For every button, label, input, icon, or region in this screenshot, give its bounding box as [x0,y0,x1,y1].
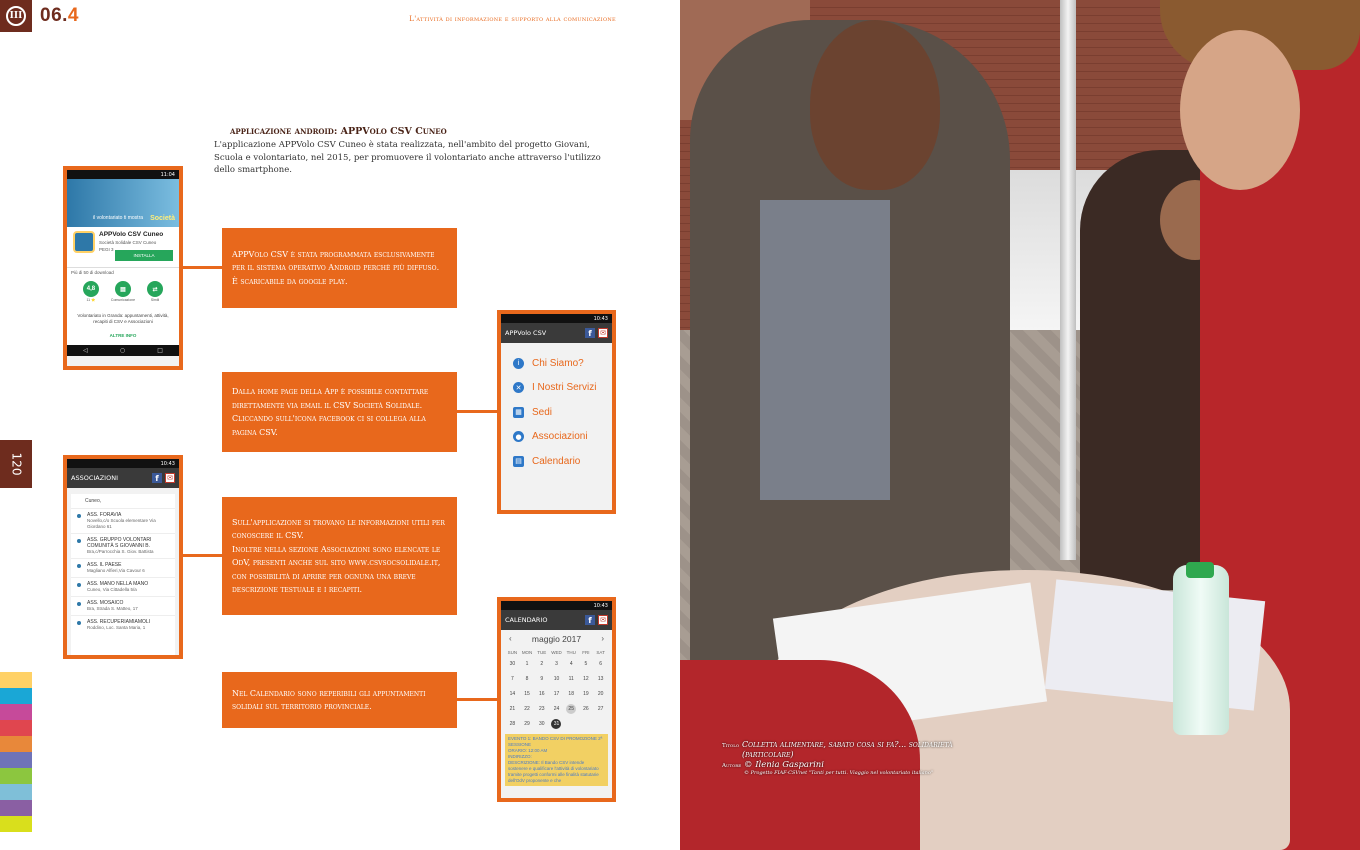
bullet-icon [77,564,81,568]
calendar-day[interactable]: 31 [551,719,561,729]
store-stat-similar [147,281,163,305]
home-icon[interactable]: ○ [119,347,126,354]
calendar-day [579,717,594,732]
color-stripe [0,800,32,816]
calendar-day[interactable]: 3 [555,661,558,667]
calendar-day[interactable]: 17 [553,691,560,697]
callout-calendario [222,672,457,728]
color-stripe [0,768,32,784]
calendar-day[interactable]: 18 [568,691,574,697]
man-head [810,20,940,190]
calendar-day[interactable]: 9 [540,676,544,682]
status-bar [501,601,612,610]
facebook-icon[interactable]: f [585,328,595,338]
screen-title: CALENDARIO [505,616,548,624]
bullet-icon [77,514,81,518]
tools-icon: ✕ [513,382,524,393]
app-bar-icons [152,473,175,483]
store-stats [67,277,179,309]
bullet-icon [77,583,81,587]
list-item[interactable] [71,577,175,596]
weekday-label: THU [566,650,576,655]
menu-item-chi-siamo[interactable] [501,351,612,376]
page-number: 120 [9,452,23,476]
weekday-label: TUE [537,650,547,655]
facebook-icon[interactable]: f [152,473,162,483]
association-address: Magliano Alfieri,Via Cavour 6 [87,568,145,573]
calendar-day[interactable]: 21 [509,706,516,712]
calendar-day[interactable]: 11 [568,676,574,682]
calendar-day[interactable]: 23 [539,706,545,712]
prev-month-icon[interactable]: ‹ [509,634,512,643]
menu-item-associazioni[interactable] [501,425,612,450]
status-time: 11:04 [160,171,175,178]
intro-body: L'applicazione APPVolo CSV Cuneo è stata realizzata, nell'ambito del progetto Giovani, Scuola e volontariato, nel 2015, per promuovere il volontariato anche attraverso l'utilizzo dello smartphone. [214,140,601,175]
calendar-day[interactable]: 28 [509,721,516,727]
color-stripe [0,704,32,720]
calendar-day[interactable]: 16 [539,691,545,697]
phone-store-screenshot [63,166,183,370]
color-stripe [0,784,32,800]
color-stripe [0,752,32,768]
store-stat-rating [83,281,99,305]
category-icon: ▤ [115,281,131,297]
app-logo-icon [73,231,95,253]
weekday-label: FRI [582,650,590,655]
calendar-day[interactable]: 5 [584,661,588,667]
people-icon: ● [513,431,524,442]
recents-icon[interactable]: □ [157,347,163,354]
section-number-main: 06. [40,5,68,26]
next-month-icon[interactable]: › [601,634,604,643]
chapter-badge [0,0,32,32]
list-item-partial: Cuneo, [85,498,102,504]
weekday-label: SUN [507,650,518,655]
calendar-day[interactable]: 24 [553,706,560,712]
caption-title: Colletta alimentare, sabato cosa si fa?... solidarietà (particolare) [741,740,953,759]
association-address: Novello,c/o Scuola elementare Via Giordano 61 [87,518,156,529]
color-stripe [0,672,32,688]
callout-text: Sull'applicazione si trovano le informazioni utili per conoscere il CSV. Inoltre nella sezione Associazioni sono elencate le OdV, presenti anche sul sito www.csvsocsolidale.it, con possibilità di aprire per ognuna una breve descrizione testuale e i recapiti. [232,517,445,594]
color-stripes [0,672,32,832]
association-name: ASS. IL PAESE [87,562,122,568]
store-downloads: Più di 50 di download [67,267,179,277]
weekday-label: SAT [596,650,605,655]
more-info-link[interactable]: ALTRE INFO [67,333,179,345]
store-stat-category [111,281,135,305]
calendar-day [593,717,608,732]
calendar-day[interactable]: 13 [597,676,604,682]
calendar-day[interactable]: 25 [566,704,576,714]
calendar-day[interactable]: 19 [583,691,589,697]
status-time: 10:43 [593,315,608,322]
caption-title-label: Titolo [722,743,740,749]
callout-android [222,228,457,308]
color-stripe [0,688,32,704]
app-bar-icons [585,615,608,625]
calendar-day[interactable]: 8 [525,676,529,682]
caption-author-label: Autore [722,763,742,769]
association-name: ASS. MOSAICO [87,600,124,606]
mail-icon[interactable]: ✉ [165,473,175,483]
papers [1045,579,1265,710]
calendar-day[interactable]: 26 [583,706,589,712]
calendar-day[interactable]: 27 [597,706,604,712]
calendar-day[interactable]: 30 [539,721,545,727]
calendar-header [501,630,612,648]
callout-text: Dalla home page della App è possibile contattare direttamente via email il CSV Società Solidale. Cliccando sull'icona facebook ci si collega alla pagina CSV. [232,387,429,437]
caption-author: © Ilenia Gasparini [744,760,824,770]
back-icon[interactable]: ◁ [83,347,88,354]
list-item[interactable] [71,508,175,533]
app-bar [501,323,612,343]
store-banner [67,179,179,227]
section-number-sub: 4 [67,5,79,26]
store-stat-label: Comunicazione [110,298,136,302]
association-address: Roddino, Loc. Santa Maria, 1 [87,625,146,630]
page-number-tab [0,440,32,488]
menu-item-calendario[interactable] [501,449,612,474]
mail-icon[interactable]: ✉ [598,328,608,338]
calendar-day[interactable]: 2 [540,661,544,667]
callout-home-page [222,372,457,452]
calendar-day[interactable]: 4 [569,661,573,667]
store-stat-label: Simili [150,298,160,302]
phone-calendar-screenshot [497,597,616,802]
status-bar [67,459,179,468]
list-item[interactable] [71,596,175,615]
phone-associations-screenshot [63,455,183,659]
store-app-card [67,227,179,267]
store-stat-label: 11 ⭐ [86,298,96,302]
menu-item-label: Associazioni [532,431,588,443]
install-button[interactable]: INSTALLA [115,250,173,261]
app-bar [67,468,179,488]
menu-item-servizi[interactable] [501,376,612,401]
calendar-day[interactable]: 14 [509,691,516,697]
calendar-day[interactable]: 22 [524,706,530,712]
calendar-day [564,717,579,732]
callout-connector [183,266,223,269]
caption-credit: © Progetto FIAF-CSVnet "Tanti per tutti. Viaggio nel volontariato italiano" [744,770,934,776]
menu-item-label: Sedi [532,406,553,418]
store-app-name: APPVolo CSV Cuneo [99,231,164,238]
association-address: Bra,c/Parrocchia S. Giov. Battista [87,549,154,554]
color-stripe [0,720,32,736]
info-icon: i [513,358,524,369]
volunteer-face [1180,30,1300,190]
store-description: Volontariato in Granda: appuntamenti, attività, recapiti di CSV e Associazioni [67,309,179,333]
building-icon: ▦ [513,407,524,418]
association-address: Bra, Strada S. Matteo, 17 [87,606,138,611]
calendar-event[interactable]: EVENTO 1: BANDO CSV DI PROMOZIONE 2ª SESSIONE ORARIO: 12:00 AM INDIRIZZO: DESCRIZIONE: Il Bando CSV intende sostenere e qualificare l'attività di volontariato tramite progetti conformi alle finalità statutarie dell'OdV proponente e che [505,734,608,786]
calendar-day[interactable]: 6 [599,661,603,667]
bullet-icon [77,539,81,543]
android-nav-bar [67,345,179,356]
section-number [40,5,79,27]
callout-associazioni [222,497,457,615]
store-banner-text: il volontariato ti mostra [93,215,144,221]
calendar-day[interactable]: 1 [525,661,529,667]
calendar-icon: ▤ [513,456,524,467]
app-title: APPVolo CSV [505,329,547,337]
calendar-grid [501,648,612,732]
store-pegi: PEGI 3 [99,247,114,252]
similar-icon: ⇄ [147,281,163,297]
bottle-cap [1186,562,1214,578]
callout-text: Nel Calendario sono reperibili gli appuntamenti solidali sul territorio provinciale. [232,688,426,711]
menu-item-label: Chi Siamo? [532,357,584,369]
calendar-month: maggio 2017 [531,634,582,644]
association-name: ASS. MANO NELLA MANO [87,581,149,587]
callout-connector [183,554,223,557]
screen-title: ASSOCIAZIONI [71,474,118,482]
phone-home-screenshot [497,310,616,514]
callout-connector [456,410,498,413]
list-item[interactable] [71,615,175,634]
water-bottle [1173,565,1229,735]
store-developer: Società Solidale CSV Cuneo [99,240,157,245]
right-page-photo [680,0,1360,850]
calendar-day[interactable]: 10 [553,676,560,682]
list-item[interactable] [71,558,175,577]
list-item[interactable] [71,533,175,558]
calendar-day[interactable]: 29 [524,721,530,727]
rating-badge: 4,8 [83,281,99,297]
associations-list [71,494,175,655]
callout-connector [456,698,498,701]
weekday-label: MON [521,650,533,655]
facebook-icon[interactable]: f [585,615,595,625]
menu-item-label: I Nostri Servizi [532,382,597,394]
menu-item-sedi[interactable] [501,400,612,425]
status-bar [501,314,612,323]
caption-title-row [722,740,982,760]
association-name: ASS. FORAVIA [87,512,122,518]
app-bar [501,610,612,630]
association-address: Cuneo, Via Cittadella 5/a [87,587,137,592]
color-stripe [0,816,32,832]
mail-icon[interactable]: ✉ [598,615,608,625]
pole [1060,0,1076,560]
running-head: L'attività di informazione e supporto alla comunicazione [409,15,616,23]
chapter-roman-numeral: III [6,6,26,26]
man-shirt [760,200,890,500]
calendar-day[interactable]: 12 [583,676,589,682]
status-time: 10:43 [593,602,608,609]
menu-item-label: Calendario [532,455,581,467]
color-stripe [0,736,32,752]
calendar-day[interactable]: 20 [597,691,604,697]
callout-text: APPVolo CSV è stata programmata esclusivamente per il sistema operativo Android perchè più diffuso. È scaricabile da google play. [232,249,440,286]
home-menu [501,343,612,474]
photo-caption [722,740,982,776]
status-bar [67,170,179,179]
calendar-day[interactable]: 15 [524,691,530,697]
calendar-day[interactable]: 30 [509,661,516,667]
association-name: ASS. GRUPPO VOLONTARI COMUNITÀ S GIOVANNI B. [87,537,152,549]
calendar-day[interactable]: 7 [510,676,514,682]
weekday-label: WED [551,650,562,655]
store-banner-brand: Società [150,215,175,222]
caption-author-row [722,760,982,770]
bullet-icon [77,602,81,606]
association-name: ASS. RECUPERIAMIAMOLI [87,619,151,625]
app-bar-icons [585,328,608,338]
bullet-icon [77,621,81,625]
intro-title: applicazione android: APPVolo CSV Cuneo [230,126,447,137]
status-time: 10:43 [160,460,175,467]
